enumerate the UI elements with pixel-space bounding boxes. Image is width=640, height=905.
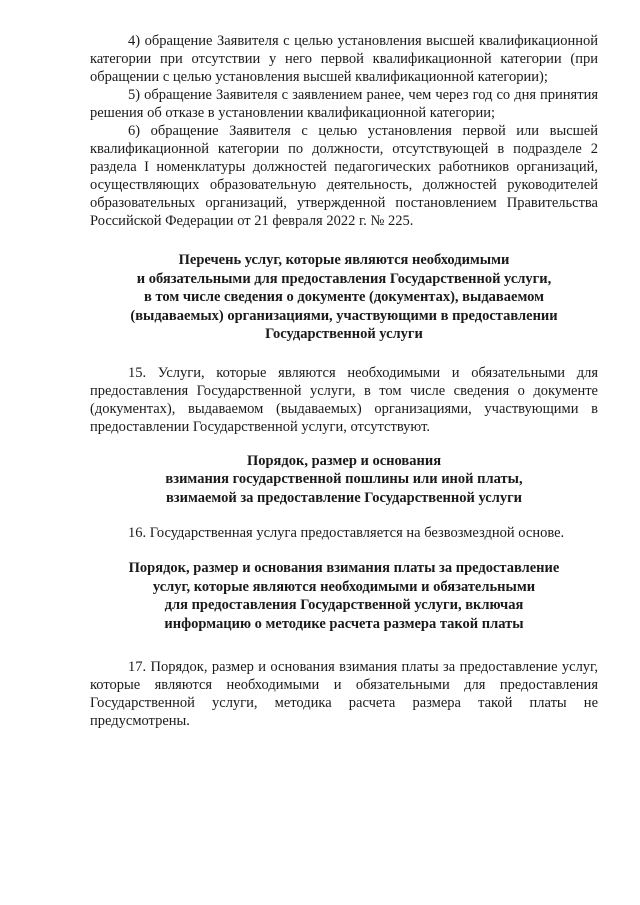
paragraph-item-4: 4) обращение Заявителя с целью установления высшей квалификационной категории при отсутствии у него первой квалификационной категории (при обращении с целью установления высшей квалификационной категории); xyxy=(90,33,598,85)
document-page xyxy=(90,32,598,730)
section-heading-services-list xyxy=(90,251,598,344)
heading-line: Порядок, размер и основания xyxy=(246,452,442,469)
heading-line: для предоставления Государственной услуги, включая xyxy=(164,597,524,613)
section-heading-payment-method xyxy=(90,559,598,633)
heading-line: взимания государственной пошлины или иной платы, xyxy=(165,471,523,487)
paragraph-item-5: 5) обращение Заявителя с заявлением ранее, чем через год со дня принятия решения об отказе в установлении квалификационной категории; xyxy=(90,87,598,121)
paragraph-item-16: 16. Государственная услуга предоставляется на безвозмездной основе. xyxy=(128,525,565,541)
heading-line: услуг, которые являются необходимыми и обязательными xyxy=(152,578,536,595)
paragraph-item-15: 15. Услуги, которые являются необходимыми и обязательными для предоставления Государственной услуги, в том числе сведения о документе (документах), выдаваемом (выдаваемых) организациями, участвующими в предоставлении Государственной услуги, отсутствуют. xyxy=(90,364,598,435)
heading-line: Порядок, размер и основания взимания платы за предоставление xyxy=(128,560,560,576)
heading-line: информацию о методике расчета размера такой платы xyxy=(164,615,524,632)
heading-line: Государственной услуги xyxy=(265,326,423,342)
section-heading-state-fee xyxy=(90,452,598,508)
heading-line: Перечень услуг, которые являются необходимыми xyxy=(178,252,510,268)
heading-line: (выдаваемых) организациями, участвующими в предоставлении xyxy=(130,307,558,324)
heading-line: взимаемой за предоставление Государственной услуги xyxy=(165,489,523,506)
heading-line: и обязательными для предоставления Государственной услуги, xyxy=(136,270,552,287)
paragraph-item-6: 6) обращение Заявителя с целью установления первой или высшей квалификационной категории по должности, отсутствующей в подразделе 2 раздела I номенклатуры должностей педагогических работников организаций, осуществляющих образовательную деятельность, должностей руководителей образовательных организаций, утвержденной постановлением Правительства Российской Федерации от 21 февраля 2022 г. № 225. xyxy=(90,123,598,229)
paragraph-item-17: 17. Порядок, размер и основания взимания платы за предоставление услуг, которые являются необходимыми и обязательными для предоставления Государственной услуги, методика расчета размера такой платы не предусмотрены. xyxy=(90,659,598,729)
heading-line: в том числе сведения о документе (документах), выдаваемом xyxy=(144,289,544,305)
